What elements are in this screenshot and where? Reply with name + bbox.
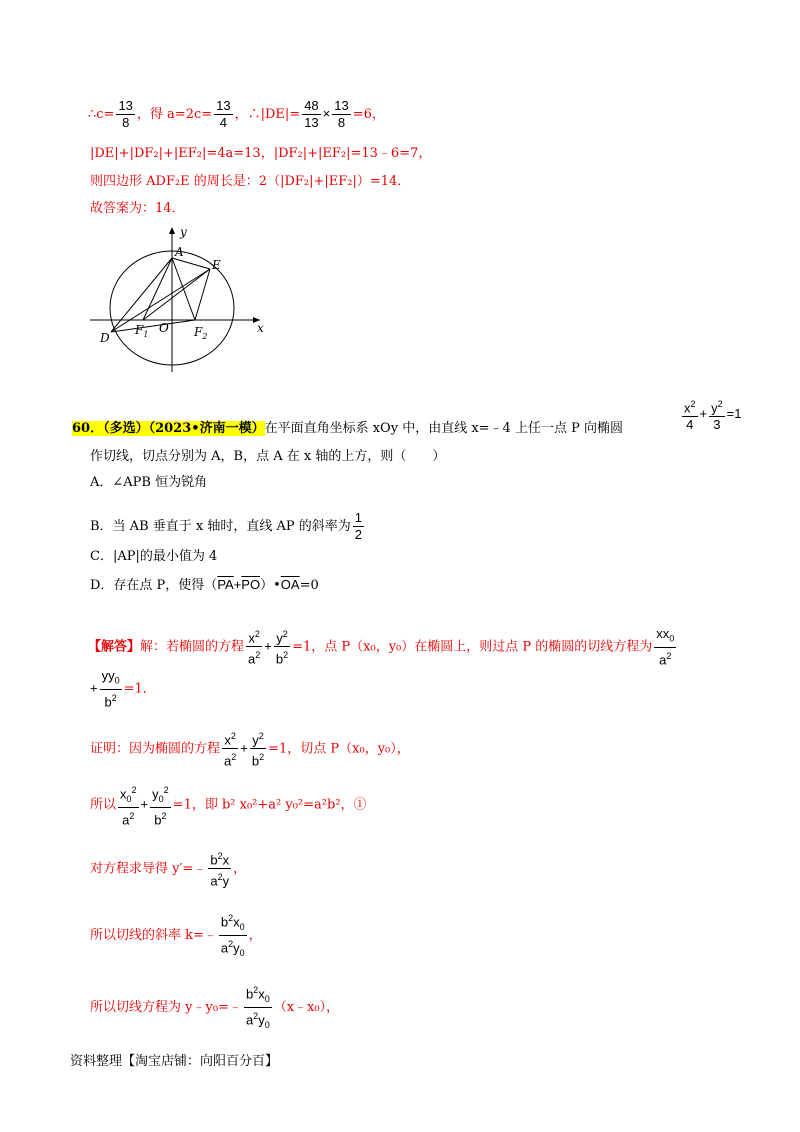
- answer-line-7: 所以切线方程为 y﹣y₀=﹣ $\frac{b^2x_0}{a^2y_0}$ （x﹣x₀），: [90, 982, 339, 1033]
- label-E: E: [212, 258, 221, 272]
- footer-note: 资料整理【淘宝店铺：向阳百分百】: [70, 1054, 279, 1069]
- answer-line-6: 所以切线的斜率 k=﹣ $\frac{b^2x_0}{a^2y_0}$ ，: [90, 910, 262, 961]
- answer-line-1: 【解答】解：若椭圆的方程 $\frac{x^2}{a^2}$ + $\frac{y^2}{b^2}$ =1，点 P（x₀，y₀）在椭圆上，则过点 P 的椭圆的切线方程为 $\frac{xx_0}{a^2}$: [88, 626, 675, 667]
- fraction: $\frac{13}{8}$: [334, 98, 349, 130]
- label-x: x: [257, 321, 264, 335]
- label-A: A: [175, 245, 184, 259]
- fraction: $\frac{13}{4}$: [216, 98, 231, 130]
- problem-stem-2: 作切线，切点分别为 A，B，点 A 在 x 轴的上方，则（ ）: [90, 449, 446, 464]
- fraction: $\frac{48}{13}$: [304, 98, 319, 130]
- option-d: D．存在点 P，使得$(\overline{PA}+\overline{PO})•\overline{OA}=0$: [90, 577, 319, 593]
- fraction: $\frac{13}{8}$: [118, 98, 133, 130]
- label-y: y: [180, 225, 187, 239]
- solution-line-1: ∴c= $\frac{13}{8}$ ，得 a=2c= $\frac{13}{4}$ ，∴|DE|= $\frac{48}{13}$ × $\frac{13}{8}$ =6，: [88, 98, 385, 130]
- problem-stem: 60．（多选）（2023•济南一模）在平面直角坐标系 xOy 中，由直线 x=﹣4 上任一点 P 向椭圆: [72, 421, 623, 436]
- solution-line-3: 则四边形 ADF₂E 的周长是：2（|DF₂|+|EF₂|）=14．: [90, 174, 411, 189]
- problem-number: 60．: [72, 421, 104, 436]
- option-c: C．|AP|的最小值为 4: [90, 549, 218, 564]
- label-F1: $F_1$: [135, 323, 149, 339]
- solution-line-4: 故答案为：14．: [90, 201, 185, 216]
- answer-line-4: 所以 $\frac{x_0^2}{a^2}$ + $\frac{y_0^2}{b^2}$ =1，即 b² x₀²+a² y₀²=a²b²，①: [90, 782, 367, 828]
- ellipse-equation: $\frac{x^2}{4}$ + $\frac{y^2}{3}$ =1: [680, 396, 741, 433]
- answer-line-5: 对方程求导得 y′=﹣ $\frac{b^2x}{a^2y}$ ，: [90, 848, 246, 890]
- solution-line-2: |DE|+|DF₂|+|EF₂|=4a=13，|DF₂|+|EF₂|=13﹣6=7，: [90, 146, 432, 161]
- label-D: D: [100, 331, 110, 345]
- ellipse-figure: [85, 222, 285, 382]
- answer-line-2: + $\frac{yy_0}{b^2}$ =1．: [90, 668, 156, 709]
- label-F2: $F_2$: [194, 325, 208, 341]
- problem-tag: （多选）（2023•济南一模）: [103, 421, 265, 436]
- label-O: O: [159, 321, 169, 335]
- option-b: B．当 AB 垂直于 x 轴时，直线 AP 的斜率为 $\frac{1}{2}$: [90, 510, 362, 542]
- answer-line-3: 证明：因为椭圆的方程 $\frac{x^2}{a^2}$ + $\frac{y^2}{b^2}$ =1，切点 P（x₀，y₀），: [90, 728, 410, 770]
- option-a: A．∠APB 恒为锐角: [90, 475, 208, 490]
